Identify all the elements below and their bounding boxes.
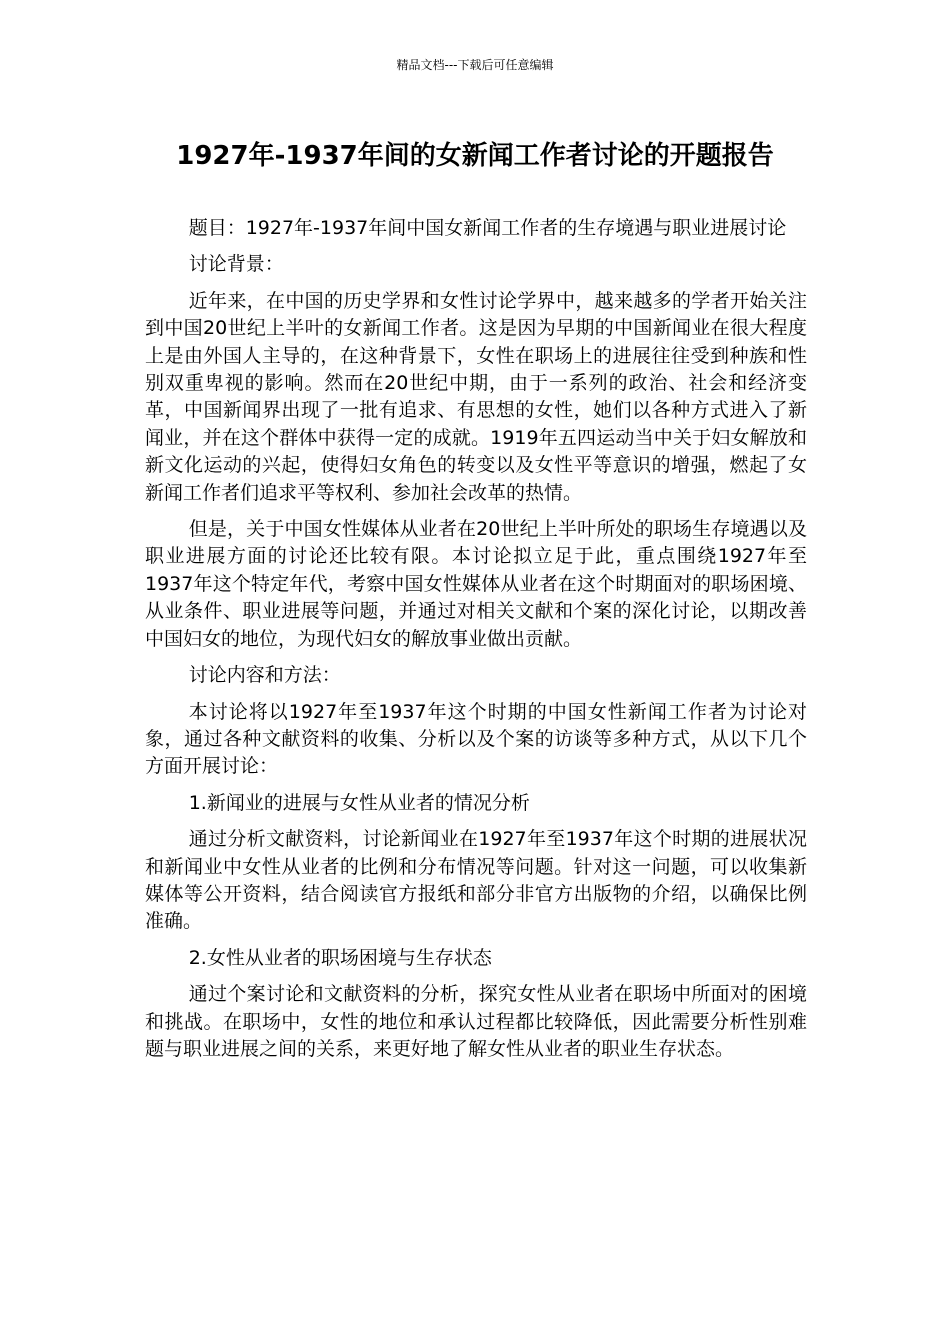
paragraph-content-method: 本讨论将以1927年至1937年这个时期的中国女性新闻工作者为讨论对象，通过各种文献资料的收集、分析以及个案的访谈等多种方式，从以下几个方面开展讨论： bbox=[145, 700, 807, 778]
subheading-2: 2.女性从业者的职场困境与生存状态 bbox=[188, 946, 492, 969]
document-title: 1927年-1937年间的女新闻工作者讨论的开题报告 bbox=[176, 141, 774, 171]
paragraph-background-2: 但是，关于中国女性媒体从业者在20世纪上半叶所处的职场生存境遇以及职业进展方面的讨论还比较有限。本讨论拟立足于此，重点围绕1927年至1937年这个特定年代，考察中国女性媒体从业者在这个时期面对的职场困境、从业条件、职业进展等问题，并通过对相关文献和个案的深化讨论，以期改善中国妇女的地位，为现代妇女的解放事业做出贡献。 bbox=[145, 518, 807, 650]
heading-background: 讨论背景： bbox=[188, 253, 284, 276]
paragraph-topic: 题目：1927年-1937年间中国女新闻工作者的生存境遇与职业进展讨论 bbox=[188, 217, 787, 239]
paragraph-section-1: 通过分析文献资料，讨论新闻业在1927年至1937年这个时期的进展状况和新闻业中女性从业者的比例和分布情况等问题。针对这一问题，可以收集新媒体等公开资料，结合阅读官方报纸和部分非官方出版物的介绍，以确保比例准确。 bbox=[145, 828, 807, 933]
document-body bbox=[145, 215, 807, 1072]
subheading-1: 1.新闻业的进展与女性从业者的情况分析 bbox=[188, 791, 530, 814]
header-note: 精品文档---下载后可任意编辑 bbox=[396, 58, 554, 72]
heading-content-method: 讨论内容和方法： bbox=[188, 664, 341, 687]
paragraph-section-2: 通过个案讨论和文献资料的分析，探究女性从业者在职场中所面对的困境和挑战。在职场中，女性的地位和承认过程都比较降低，因此需要分析性别难题与职业进展之间的关系，来更好地了解女性从业者的职业生存状态。 bbox=[145, 983, 807, 1060]
paragraph-background-1: 近年来，在中国的历史学界和女性讨论学界中，越来越多的学者开始关注到中国20世纪上半叶的女新闻工作者。这是因为早期的中国新闻业在很大程度上是由外国人主导的，在这种背景下，女性在职场上的进展往往受到种族和性别双重卑视的影响。然而在20世纪中期，由于一系列的政治、社会和经济变革，中国新闻界出现了一批有追求、有思想的女性，她们以各种方式进入了新闻业，并在这个群体中获得一定的成就。1919年五四运动当中关于妇女解放和新文化运动的兴起，使得妇女角色的转变以及女性平等意识的增强，燃起了女新闻工作者们追求平等权利、参加社会改革的热情。 bbox=[145, 289, 807, 504]
